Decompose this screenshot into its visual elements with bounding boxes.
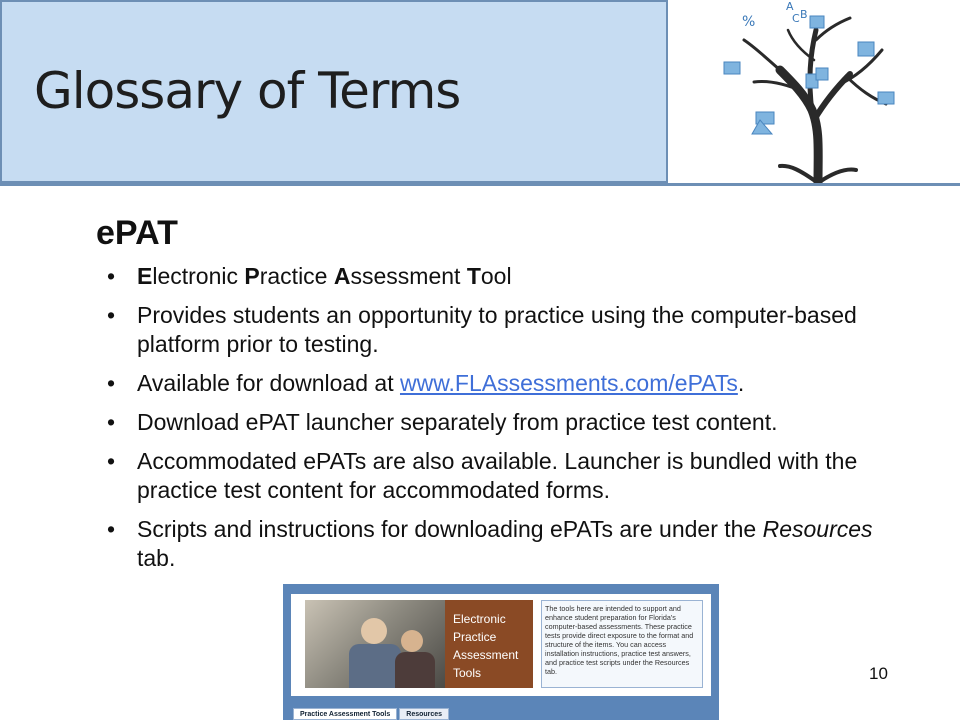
bullet-text: ool bbox=[480, 263, 512, 289]
slide-title: Glossary of Terms bbox=[34, 62, 461, 120]
banner-line: Assessment bbox=[453, 648, 519, 662]
epat-website-screenshot bbox=[283, 584, 719, 720]
bullet-text: Available for download at bbox=[137, 370, 400, 396]
bullet-text: Provides students an opportunity to practice using the computer-based platform prior to testing. bbox=[137, 302, 857, 357]
bullet-text: P bbox=[244, 263, 260, 289]
bullet-item bbox=[104, 447, 914, 505]
glossary-term: ePAT bbox=[96, 214, 178, 252]
svg-text:C: C bbox=[792, 12, 800, 25]
bullet-item bbox=[104, 262, 914, 291]
bullet-text: Download ePAT launcher separately from practice test content. bbox=[137, 409, 778, 435]
tab-practice-assessment-tools[interactable]: Practice Assessment Tools bbox=[293, 708, 397, 720]
bullet-text: T bbox=[466, 263, 481, 289]
slide-header bbox=[0, 0, 960, 187]
bullet-text: lectronic bbox=[152, 263, 245, 289]
epat-download-link[interactable]: www.FLAssessments.com/ePATs bbox=[399, 370, 738, 396]
bullet-text: A bbox=[333, 263, 351, 289]
tree-illustration-icon bbox=[700, 0, 940, 183]
bullet-text: ssessment bbox=[350, 263, 467, 289]
bullet-text: Resources bbox=[762, 516, 873, 542]
bullet-text: Scripts and instructions for downloading ePATs are under the bbox=[137, 516, 763, 542]
banner-title bbox=[453, 610, 531, 682]
bullet-item bbox=[104, 301, 914, 359]
header-rule bbox=[0, 183, 960, 186]
bullet-item bbox=[104, 408, 914, 437]
bullet-text: E bbox=[137, 263, 153, 289]
banner-line: Tools bbox=[453, 666, 482, 680]
bullet-text: ractice bbox=[259, 263, 334, 289]
svg-text:%: % bbox=[742, 14, 756, 30]
banner-line: Practice bbox=[453, 630, 497, 644]
svg-text:A: A bbox=[786, 0, 794, 13]
bullet-item bbox=[104, 369, 914, 398]
svg-text:B: B bbox=[800, 8, 808, 21]
epat-banner bbox=[305, 600, 533, 688]
tools-description: The tools here are intended to support and enhance student preparation for Florida's computer-based assessments. These practice tests provide direct exposure to the format and structure of the items. You can access installation instructions, practice test answers, and practice test scripts under the Resources tab. bbox=[541, 600, 703, 688]
bullet-list bbox=[104, 262, 914, 583]
tab-resources[interactable]: Resources bbox=[399, 708, 449, 720]
bullet-text: . bbox=[737, 370, 745, 396]
bullet-text: tab. bbox=[137, 545, 176, 571]
page-number: 10 bbox=[869, 664, 888, 683]
bullet-item bbox=[104, 515, 914, 573]
screenshot-tabs bbox=[293, 708, 449, 720]
banner-line: Electronic bbox=[453, 612, 506, 626]
screenshot-panel bbox=[291, 594, 711, 696]
students-photo bbox=[305, 600, 445, 688]
bullet-text: Accommodated ePATs are also available. Launcher is bundled with the practice test content for accommodated forms. bbox=[137, 448, 858, 503]
